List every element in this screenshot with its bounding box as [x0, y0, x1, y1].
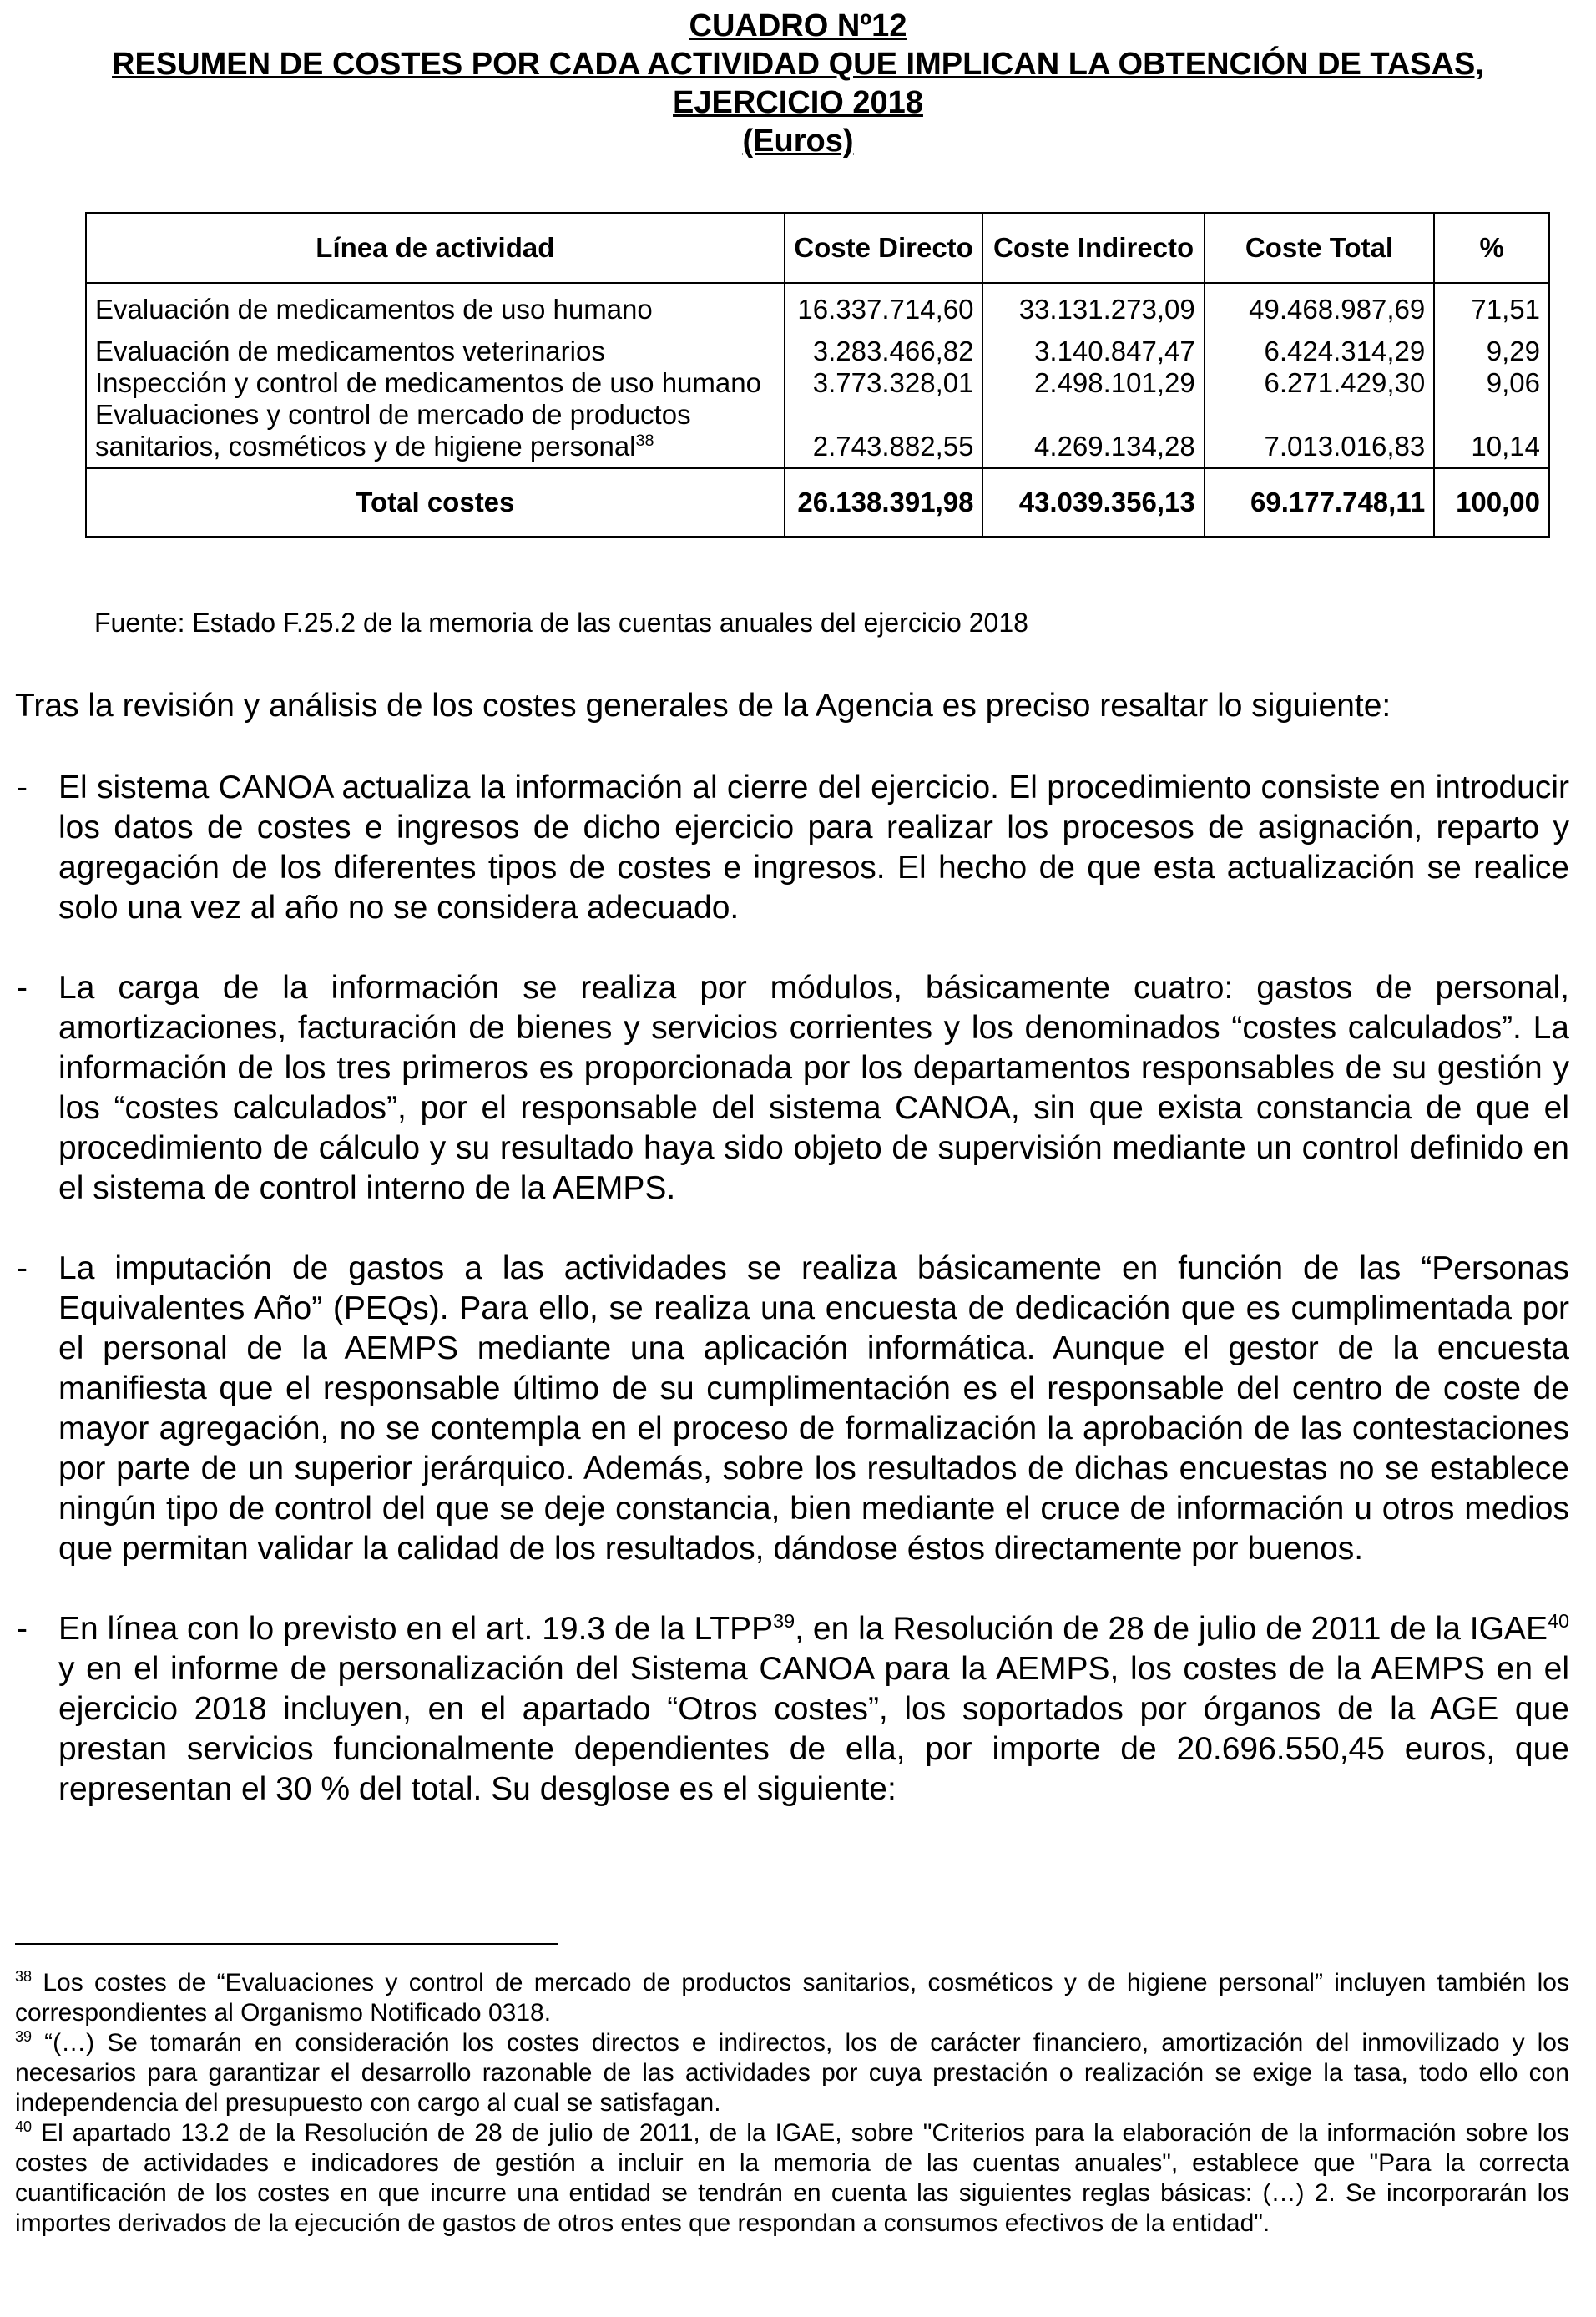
dash-bullet: -: [17, 970, 28, 1006]
direct-cost-cell: 3.773.328,01: [785, 367, 983, 399]
percent-cell: 9,29: [1434, 326, 1549, 367]
costs-table: [85, 212, 1550, 538]
percent-cell: 71,51: [1434, 283, 1549, 326]
table-number: CUADRO Nº12: [689, 8, 907, 43]
intro-paragraph: Tras la revisión y análisis de los costes generales de la Agencia es preciso resaltar lo siguiente:: [15, 688, 1391, 724]
indirect-cost-cell: 4.269.134,28: [982, 399, 1204, 468]
table-row: [86, 326, 1549, 367]
footnote-ref[interactable]: 40: [1547, 1610, 1569, 1632]
activity-cell: Evaluaciones y control de mercado de productos sanitarios, cosméticos y de higiene personal$^{38}$: [86, 399, 785, 468]
indirect-cost-cell: 33.131.273,09: [982, 283, 1204, 326]
total-cost-cell: 6.271.429,30: [1205, 367, 1434, 399]
dash-bullet: -: [17, 1611, 28, 1647]
footnote-divider: [15, 1943, 558, 1945]
total-percent-cell: 100,00: [1434, 468, 1549, 537]
bullet-list: [15, 768, 1569, 1850]
total-cost-cell: 6.424.314,29: [1205, 326, 1434, 367]
percent-cell: 10,14: [1434, 399, 1549, 468]
total-total-cell: 69.177.748,11: [1205, 468, 1434, 537]
footnote-ref[interactable]: 39: [773, 1610, 795, 1632]
activity-cell: Evaluación de medicamentos de uso humano: [86, 283, 785, 326]
percent-cell: 9,06: [1434, 367, 1549, 399]
dash-bullet: -: [17, 770, 28, 805]
list-item-text: La imputación de gastos a las actividades se realiza básicamente en función de las “Personas Equivalentes Año” (PEQs). Para ello, se realiza una encuesta de dedicación que es cumplimentada por el personal de la AEMPS mediante una aplicación informática. Aunque el gestor de la encuesta manifiesta que el responsable último de su cumplimentación es el responsable del centro de coste de mayor agregación, no se contempla en el proceso de formalización la aprobación de las contestaciones por parte de un superior jerárquico. Además, sobre los resultados de dichas encuestas no se establece ningún tipo de control del que se deje constancia, bien mediante el cruce de información u otros medios que permitan validar la calidad de los resultados, dándose éstos directamente por buenos.: [58, 1250, 1569, 1567]
page-title: [0, 7, 1596, 160]
column-header: Coste Indirecto: [982, 213, 1204, 283]
footnote-number: 39: [15, 2028, 33, 2045]
direct-cost-cell: 16.337.714,60: [785, 283, 983, 326]
indirect-cost-cell: 2.498.101,29: [982, 367, 1204, 399]
column-header: Coste Directo: [785, 213, 983, 283]
indirect-cost-cell: 3.140.847,47: [982, 326, 1204, 367]
table-source: Fuente: Estado F.25.2 de la memoria de las cuentas anuales del ejercicio 2018: [94, 608, 1028, 638]
table-header-row: [86, 213, 1549, 283]
total-cost-cell: 7.013.016,83: [1205, 399, 1434, 468]
list-item-text: La carga de la información se realiza por módulos, básicamente cuatro: gastos de personal, amortizaciones, facturación de bienes y servicios corrientes y los denominados “costes calculados”. La información de los tres primeros es proporcionada por los departamentos responsables de su gestión y los “costes calculados”, por el responsable del sistema CANOA, sin que exista constancia de que el procedimiento de cálculo y su resultado haya sido objeto de supervisión mediante un control definido en el sistema de control interno de la AEMPS.: [58, 970, 1569, 1206]
total-direct-cell: 26.138.391,98: [785, 468, 983, 537]
footnote: $^{39}$ “(…) Se tomarán en consideración los costes directos e indirectos, los de carácter financiero, amortización del inmovilizado y los necesarios para garantizar el desarrollo razonable de las actividades por cuya prestación o realización se exige la tasa, todo ello con independencia del presupuesto con cargo al cual se satisfagan.: [15, 2028, 1569, 2117]
footnote-number: 38: [15, 1968, 33, 1985]
footnote: $^{40}$ El apartado 13.2 de la Resolución de 28 de julio de 2011, de la IGAE, sobre "Criterios para la elaboración de la información sobre los costes de actividades e indicadores de gestión a incluir en la memoria de las cuentas anuales", establece que "Para la correcta cuantificación de los costes en que incurre una entidad se tendrán en cuenta las siguientes reglas básicas: (…) 2. Se incorporarán los importes derivados de la ejecución de gastos de otros entes que respondan a consumos efectivos de la entidad".: [15, 2118, 1569, 2237]
table-units: (Euros): [742, 124, 854, 159]
total-indirect-cell: 43.039.356,13: [982, 468, 1204, 537]
list-item: [15, 1609, 1569, 1810]
list-item: [15, 768, 1569, 928]
list-item: [15, 1249, 1569, 1569]
list-item-text: En línea con lo previsto en el art. 19.3 de la LTPP$^{39}$, en la Resolución de 28 de julio de 2011 de la IGAE$^{40}$ y en el informe de personalización del Sistema CANOA para la AEMPS, los costes de la AEMPS en el ejercicio 2018 incluyen, en el apartado “Otros costes”, los soportados por órganos de la AGE que prestan servicios funcionalmente dependientes de ella, por importe de 20.696.550,45 euros, que representan el 30 % del total. Su desglose es el siguiente:: [58, 1610, 1569, 1807]
activity-cell: Evaluación de medicamentos veterinarios: [86, 326, 785, 367]
table-title: RESUMEN DE COSTES POR CADA ACTIVIDAD QUE IMPLICAN LA OBTENCIÓN DE TASAS,: [112, 47, 1484, 82]
table-row: [86, 399, 1549, 468]
list-item: [15, 968, 1569, 1209]
total-label: Total costes: [86, 468, 785, 537]
list-item-text: El sistema CANOA actualiza la información al cierre del ejercicio. El procedimiento consiste en introducir los datos de costes e ingresos de dicho ejercicio para realizar los procesos de asignación, reparto y agregación de los diferentes tipos de costes e ingresos. El hecho de que esta actualización se realice solo una vez al año no se considera adecuado.: [58, 770, 1569, 926]
column-header: Coste Total: [1205, 213, 1434, 283]
total-cost-cell: 49.468.987,69: [1205, 283, 1434, 326]
total-row: [86, 468, 1549, 537]
activity-cell: Inspección y control de medicamentos de uso humano: [86, 367, 785, 399]
footnote-ref[interactable]: 38: [635, 432, 654, 450]
table-row: [86, 283, 1549, 326]
column-header: %: [1434, 213, 1549, 283]
dash-bullet: -: [17, 1250, 28, 1286]
footnotes: [15, 1968, 1569, 2239]
column-header: Línea de actividad: [86, 213, 785, 283]
direct-cost-cell: 2.743.882,55: [785, 399, 983, 468]
table-year: EJERCICIO 2018: [673, 85, 923, 120]
table-row: [86, 367, 1549, 399]
direct-cost-cell: 3.283.466,82: [785, 326, 983, 367]
footnote: $^{38}$ Los costes de “Evaluaciones y control de mercado de productos sanitarios, cosméticos y de higiene personal” incluyen también los correspondientes al Organismo Notificado 0318.: [15, 1968, 1569, 2027]
footnote-number: 40: [15, 2118, 33, 2135]
